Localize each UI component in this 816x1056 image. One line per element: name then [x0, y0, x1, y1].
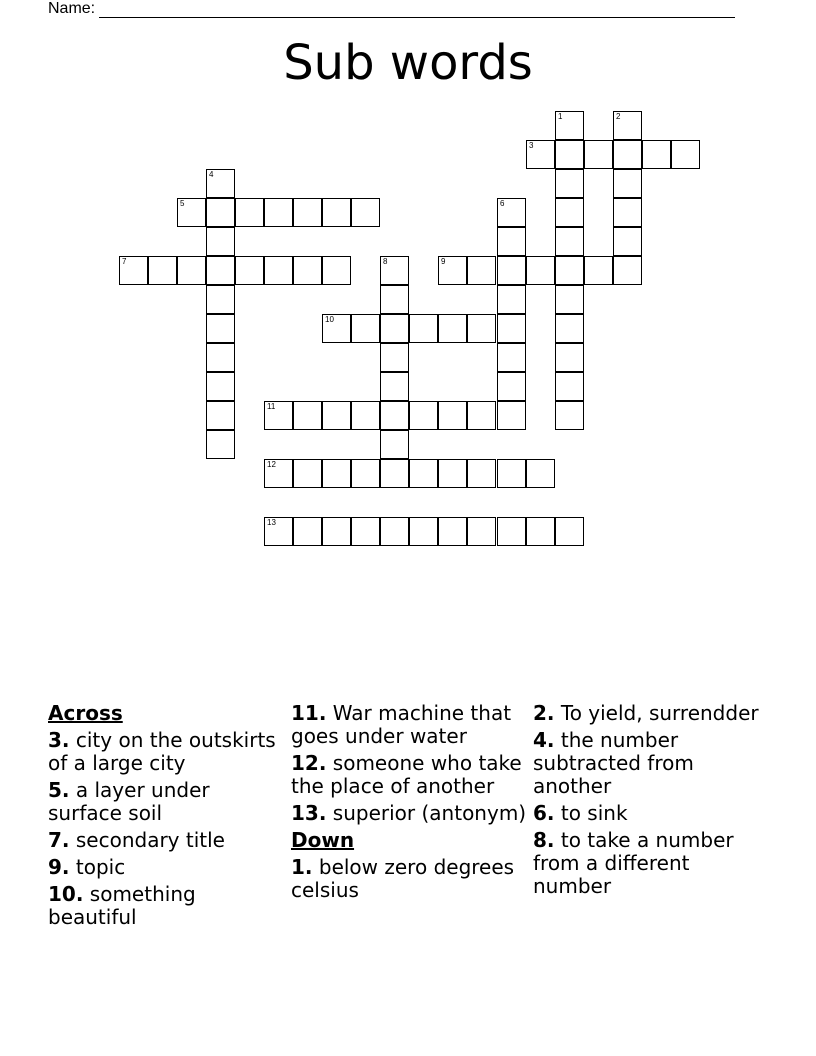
grid-cell[interactable]	[293, 517, 322, 546]
clue-down-8: 8. to take a number from a different number	[533, 828, 734, 898]
grid-cell[interactable]	[409, 517, 438, 546]
grid-cell[interactable]	[613, 256, 642, 285]
grid-cell[interactable]	[264, 459, 293, 488]
grid-cell[interactable]	[555, 140, 584, 169]
cell-number: 6	[500, 199, 505, 208]
grid-cell[interactable]	[235, 256, 264, 285]
grid-cell[interactable]	[206, 401, 235, 430]
grid-cell[interactable]	[467, 256, 496, 285]
grid-cell[interactable]	[497, 517, 526, 546]
clue-across-13: 13. superior (antonym)	[291, 801, 527, 825]
grid-cell[interactable]	[206, 430, 235, 459]
grid-cell[interactable]	[555, 227, 584, 256]
grid-cell[interactable]	[264, 517, 293, 546]
grid-cell[interactable]	[351, 198, 380, 227]
name-label: Name:	[48, 0, 96, 17]
cell-number: 9	[441, 257, 446, 266]
page-title: Sub words	[283, 35, 533, 91]
grid-cell[interactable]	[206, 372, 235, 401]
grid-cell[interactable]	[206, 314, 235, 343]
grid-cell[interactable]	[380, 459, 409, 488]
grid-cell[interactable]	[438, 517, 467, 546]
grid-cell[interactable]	[380, 343, 409, 372]
grid-cell[interactable]	[438, 459, 467, 488]
grid-cell[interactable]	[555, 343, 584, 372]
grid-cell[interactable]	[555, 256, 584, 285]
grid-cell[interactable]	[409, 401, 438, 430]
grid-cell[interactable]	[380, 372, 409, 401]
grid-cell[interactable]	[584, 256, 613, 285]
grid-cell[interactable]	[497, 459, 526, 488]
grid-cell[interactable]	[555, 372, 584, 401]
clue-across-5: 5. a layer under surface soil	[48, 778, 210, 825]
grid-cell[interactable]	[584, 140, 613, 169]
cell-number: 7	[122, 257, 127, 266]
grid-cell[interactable]	[235, 198, 264, 227]
grid-cell[interactable]	[293, 256, 322, 285]
grid-cell[interactable]	[613, 140, 642, 169]
down-heading: Down	[291, 828, 355, 852]
clue-across-10: 10. something beautiful	[48, 882, 196, 929]
grid-cell[interactable]	[497, 198, 526, 227]
cell-number: 4	[209, 170, 214, 179]
clue-down-1: 1. below zero degrees celsius	[291, 855, 515, 902]
clue-across-3: 3. city on the outskirts of a large city	[48, 728, 276, 775]
grid-cell[interactable]	[380, 314, 409, 343]
grid-cell[interactable]	[497, 256, 526, 285]
grid-cell[interactable]	[555, 314, 584, 343]
grid-cell[interactable]	[438, 256, 467, 285]
grid-cell[interactable]	[526, 459, 555, 488]
grid-cell[interactable]	[555, 517, 584, 546]
grid-cell[interactable]	[293, 401, 322, 430]
cell-number: 11	[267, 402, 276, 411]
grid-cell[interactable]	[206, 198, 235, 227]
clue-column-3	[533, 702, 773, 898]
grid-cell[interactable]	[351, 517, 380, 546]
grid-cell[interactable]	[526, 140, 555, 169]
grid-cell[interactable]	[555, 401, 584, 430]
grid-cell[interactable]	[613, 169, 642, 198]
grid-cell[interactable]	[497, 227, 526, 256]
grid-cell[interactable]	[497, 372, 526, 401]
grid-cell[interactable]	[293, 459, 322, 488]
grid-cell[interactable]	[380, 285, 409, 314]
clue-down-4: 4. the number subtracted from another	[533, 728, 694, 798]
grid-cell[interactable]	[497, 285, 526, 314]
grid-cell[interactable]	[148, 256, 177, 285]
cell-number: 5	[180, 199, 185, 208]
cell-number: 8	[383, 257, 388, 266]
cell-number: 10	[325, 315, 334, 324]
grid-cell[interactable]	[467, 401, 496, 430]
grid-cell[interactable]	[322, 314, 351, 343]
clue-across-12: 12. someone who take the place of another	[291, 751, 522, 798]
grid-cell[interactable]	[555, 111, 584, 140]
grid-cell[interactable]	[526, 256, 555, 285]
cell-number: 3	[529, 141, 534, 150]
grid-cell[interactable]	[613, 198, 642, 227]
cell-number: 12	[267, 460, 276, 469]
grid-cell[interactable]	[671, 140, 700, 169]
grid-cell[interactable]	[438, 401, 467, 430]
cell-number: 13	[267, 518, 276, 527]
grid-cell[interactable]	[613, 111, 642, 140]
grid-cell[interactable]	[322, 517, 351, 546]
grid-cell[interactable]	[613, 227, 642, 256]
clue-column-2	[291, 702, 527, 902]
grid-cell[interactable]	[497, 314, 526, 343]
grid-cell[interactable]	[322, 459, 351, 488]
grid-cell[interactable]	[177, 198, 206, 227]
grid-cell[interactable]	[264, 198, 293, 227]
grid-cell[interactable]	[264, 256, 293, 285]
grid-cell[interactable]	[206, 169, 235, 198]
grid-cell[interactable]	[409, 459, 438, 488]
grid-cell[interactable]	[322, 256, 351, 285]
grid-cell[interactable]	[642, 140, 671, 169]
grid-cell[interactable]	[322, 401, 351, 430]
across-heading: Across	[48, 701, 123, 725]
grid-cell[interactable]	[206, 256, 235, 285]
grid-cell[interactable]	[497, 401, 526, 430]
grid-cell[interactable]	[119, 256, 148, 285]
grid-cell[interactable]	[351, 401, 380, 430]
grid-cell[interactable]	[380, 430, 409, 459]
grid-cell[interactable]	[293, 198, 322, 227]
grid-cell[interactable]	[206, 227, 235, 256]
grid-cell[interactable]	[380, 256, 409, 285]
grid-cell[interactable]	[264, 401, 293, 430]
cell-number: 1	[558, 112, 563, 121]
clue-column-1	[48, 702, 283, 929]
grid-cell[interactable]	[206, 343, 235, 372]
cell-number: 2	[616, 112, 621, 121]
clue-down-2: 2. To yield, surrendder	[533, 701, 759, 725]
grid-cell[interactable]	[467, 314, 496, 343]
clue-across-11: 11. War machine that goes under water	[291, 701, 512, 748]
clue-down-6: 6. to sink	[533, 801, 628, 825]
grid-cell[interactable]	[322, 198, 351, 227]
grid-cell[interactable]	[409, 314, 438, 343]
grid-cell[interactable]	[380, 517, 409, 546]
grid-cell[interactable]	[206, 285, 235, 314]
grid-cell[interactable]	[177, 256, 206, 285]
grid-cell[interactable]	[467, 517, 496, 546]
grid-cell[interactable]	[380, 401, 409, 430]
grid-cell[interactable]	[555, 169, 584, 198]
grid-cell[interactable]	[555, 285, 584, 314]
clue-across-9: 9. topic	[48, 855, 126, 879]
grid-cell[interactable]	[351, 459, 380, 488]
grid-cell[interactable]	[467, 459, 496, 488]
clue-across-7: 7. secondary title	[48, 828, 225, 852]
grid-cell[interactable]	[438, 314, 467, 343]
grid-cell[interactable]	[555, 198, 584, 227]
grid-cell[interactable]	[351, 314, 380, 343]
grid-cell[interactable]	[526, 517, 555, 546]
grid-cell[interactable]	[497, 343, 526, 372]
